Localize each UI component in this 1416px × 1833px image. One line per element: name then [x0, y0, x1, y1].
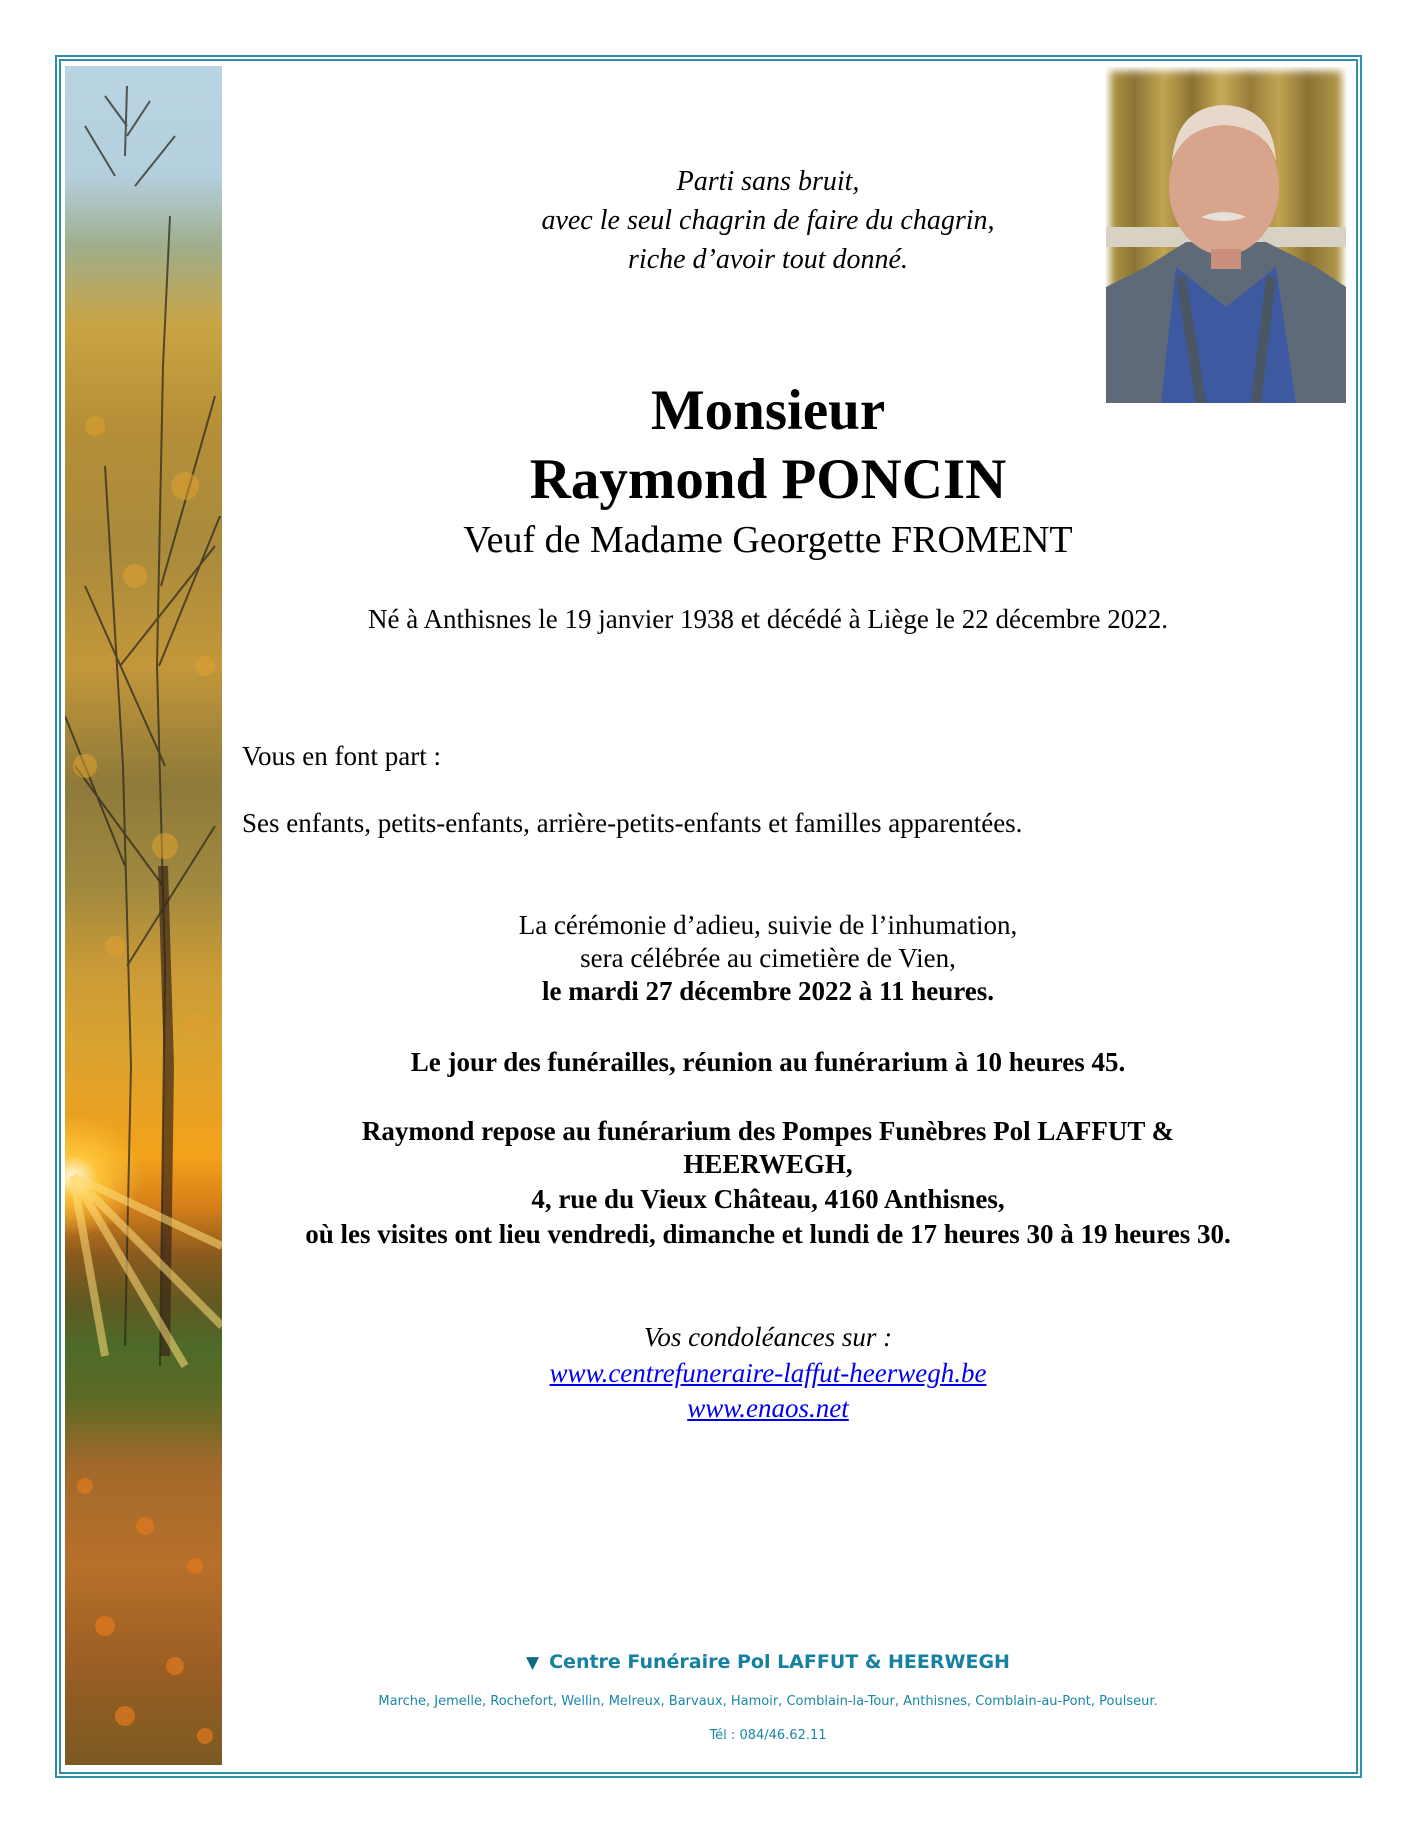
condolences-intro: Vos condoléances sur :	[643, 1322, 893, 1352]
footer-phone: Tél : 084/46.62.11	[709, 1728, 827, 1743]
deceased-name: Raymond PONCIN	[529, 448, 1007, 511]
autumn-forest-illustration	[65, 66, 222, 1765]
poem-line: Parti sans bruit,	[676, 166, 860, 197]
triangle-down-icon: ▼	[526, 1653, 540, 1673]
footer-title-text: Centre Funéraire Pol LAFFUT & HEERWEGH	[549, 1651, 1010, 1673]
condolences-link-enaos[interactable]: www.enaos.net	[687, 1393, 849, 1423]
footer-towns: Marche, Jemelle, Rochefort, Wellin, Melreux, Barvaux, Hamoir, Comblain-la-Tour, Anthisnes, Comblain-au-Pont, Poulseur.	[378, 1694, 1158, 1709]
ceremony-line: sera célébrée au cimetière de Vien,	[580, 943, 956, 973]
announcement-intro: Vous en font part :	[242, 741, 441, 771]
condolences-link-funeral-center[interactable]: www.centrefuneraire-laffut-heerwegh.be	[549, 1358, 987, 1388]
visiting-hours: où les visites ont lieu vendredi, dimanche et lundi de 17 heures 30 à 19 heures 30.	[305, 1219, 1231, 1249]
poem-line: avec le seul chagrin de faire du chagrin,	[541, 205, 995, 236]
widower-of: Veuf de Madame Georgette FROMENT	[463, 519, 1073, 561]
repose-line: Raymond repose au funérarium des Pompes Funèbres Pol LAFFUT &	[361, 1116, 1175, 1146]
poem-line: riche d’avoir tout donné.	[628, 244, 908, 275]
birth-death: Né à Anthisnes le 19 janvier 1938 et décédé à Liège le 22 décembre 2022.	[368, 604, 1168, 634]
repose-address: 4, rue du Vieux Château, 4160 Anthisnes,	[531, 1184, 1005, 1214]
announcement-family: Ses enfants, petits-enfants, arrière-petits-enfants et familles apparentées.	[242, 808, 1023, 838]
gathering-info: Le jour des funérailles, réunion au funérarium à 10 heures 45.	[410, 1047, 1126, 1077]
ceremony-date: le mardi 27 décembre 2022 à 11 heures.	[542, 976, 994, 1006]
salutation: Monsieur	[650, 379, 886, 442]
ceremony-line: La cérémonie d’adieu, suivie de l’inhumation,	[518, 910, 1018, 940]
footer-title	[240, 1651, 1296, 1673]
autumn-forest-image	[65, 66, 222, 1765]
repose-line: HEERWEGH,	[683, 1149, 853, 1179]
